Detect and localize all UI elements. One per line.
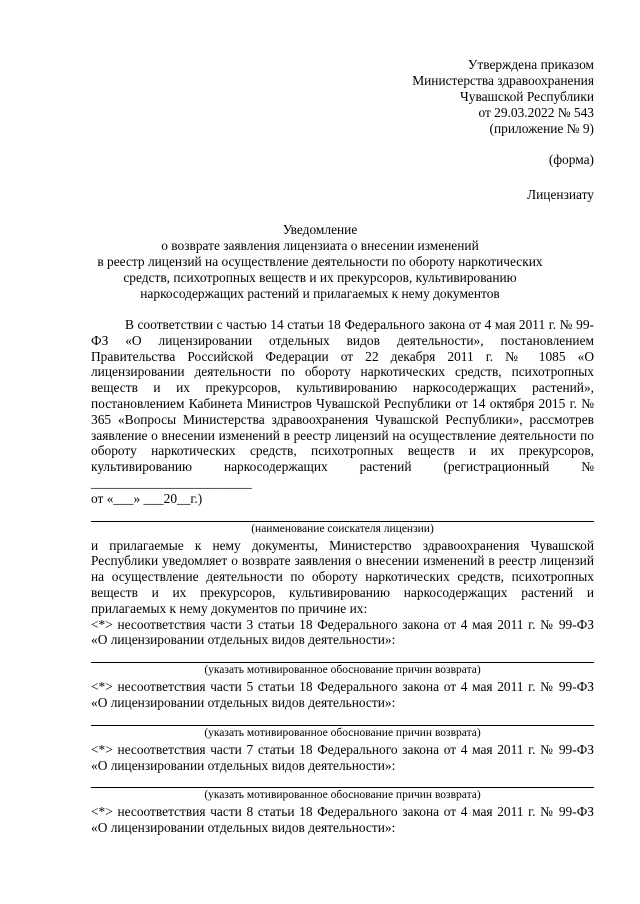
reason-item: <*> несоответствия части 3 статьи 18 Федерального закона от 4 мая 2011 г. № 99-ФЗ «О лицензировании отдельных видов деятельности»: <box>91 616 594 648</box>
reason-justification-field[interactable] <box>91 648 594 663</box>
title-line: Уведомление <box>282 222 358 237</box>
approval-line: Министерства здравоохранения <box>412 73 594 88</box>
form-label: (форма) <box>548 152 594 167</box>
intro-paragraph: В соответствии с частью 14 статьи 18 Федерального закона от 4 мая 2011 г. № 99-ФЗ «О лицензировании отдельных видов деятельности», постановлением Правительства Российской Федерации от 22 декабря 2011 г. № 1085 «О лицензировании деятельности по обороту наркотических средств, психотропных веществ и их прекурсоров, культивированию наркосодержащих растений», постановлением Кабинета Министров Чувашской Республики от 14 октября 2015 г. № 365 «Вопросы Министерства здравоохранения Чувашской Республики», рассмотрев заявление о внесении изменений в реестр лицензий на осуществление деятельности по обороту наркотических средств, психотропных веществ и их прекурсоров, культивированию наркосодержащих растений (регистрационный № ________________________ <box>91 317 594 490</box>
reason-caption: (указать мотивированное обоснование причин возврата) <box>204 726 481 739</box>
approval-line: от 29.03.2022 № 543 <box>478 105 594 120</box>
title-line: средств, психотропных веществ и их прекурсоров, культивированию <box>123 270 517 285</box>
reason-item: <*> несоответствия части 8 статьи 18 Федерального закона от 4 мая 2011 г. № 99-ФЗ «О лицензировании отдельных видов деятельности»: <box>91 804 594 836</box>
notice-paragraph: и прилагаемые к нему документы, Министерство здравоохранения Чувашской Республики уведомляет о возврате заявления о внесении изменений в реестр лицензий на осуществление деятельности по обороту наркотических средств, психотропных веществ и их прекурсоров, культивированию наркосодержащих растений и прилагаемых к нему документов по причине их: <box>91 537 594 616</box>
date-line: от «___» ___20__г.) <box>91 490 203 506</box>
title-line: в реестр лицензий на осуществление деятельности по обороту наркотических <box>97 254 543 269</box>
reason-justification-field[interactable] <box>91 773 594 788</box>
applicant-caption: (наименование соискателя лицензии) <box>251 522 434 535</box>
reason-caption: (указать мотивированное обоснование причин возврата) <box>204 664 481 677</box>
addressee: Лицензиату <box>527 187 594 202</box>
title-line: наркосодержащих растений и прилагаемых к нему документов <box>140 286 500 301</box>
approval-line: Утверждена приказом <box>467 57 594 72</box>
approval-stamp <box>412 57 594 137</box>
reason-justification-field[interactable] <box>91 711 594 726</box>
reason-item: <*> несоответствия части 5 статьи 18 Федерального закона от 4 мая 2011 г. № 99-ФЗ «О лицензировании отдельных видов деятельности»: <box>91 679 594 710</box>
reason-item: <*> несоответствия части 7 статьи 18 Федерального закона от 4 мая 2011 г. № 99-ФЗ «О лицензировании отдельных видов деятельности»: <box>91 741 594 773</box>
title-line: о возврате заявления лицензиата о внесении изменений <box>161 238 479 253</box>
applicant-name-field[interactable] <box>91 507 594 522</box>
document-body <box>91 317 594 836</box>
reason-caption: (указать мотивированное обоснование причин возврата) <box>204 789 481 802</box>
document-title <box>60 222 580 302</box>
approval-line: (приложение № 9) <box>489 121 594 136</box>
approval-line: Чувашской Республики <box>460 89 594 104</box>
